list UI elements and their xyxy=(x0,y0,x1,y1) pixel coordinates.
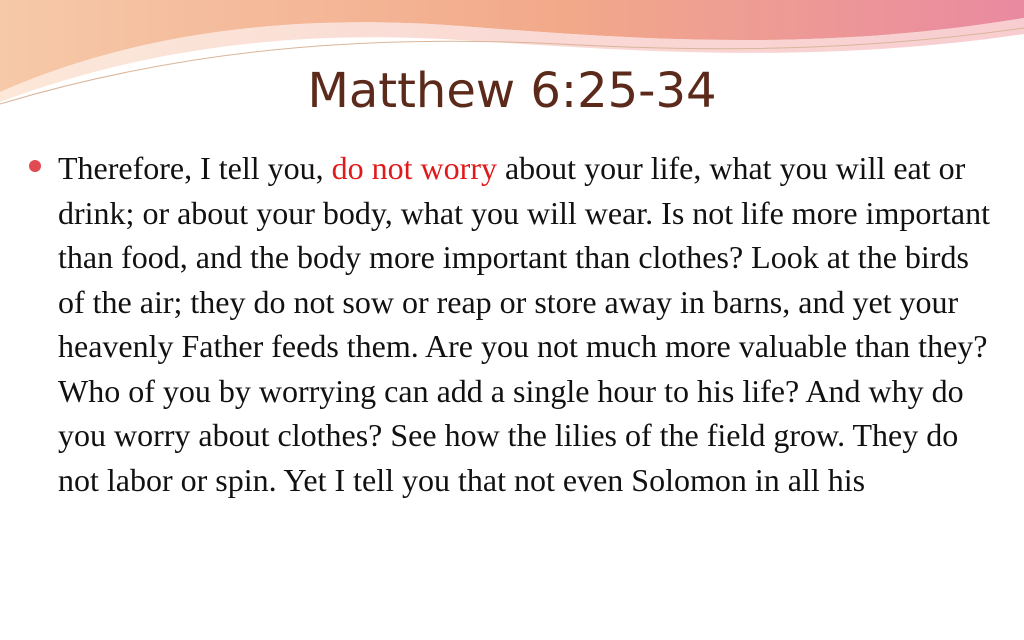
paragraph-text-before: Therefore, I tell you, xyxy=(58,150,332,186)
paragraph-text-after: about your life, what you will eat or drink; or about your body, what you will wear. Is not life more important than food, and the body more important than clothes? Look at the birds of the air; they do not sow or reap or store away in barns, and yet your heavenly Father feeds them. Are you not much more valuable than they? Who of you by worrying can add a single hour to his life? And why do you worry about clothes? See how the lilies of the field grow. They do not labor or spin. Yet I tell you that not even Solomon in all his xyxy=(58,150,990,498)
highlighted-phrase: do not worry xyxy=(331,150,497,186)
scripture-paragraph xyxy=(58,146,998,502)
slide-title: Matthew 6:25-34 xyxy=(307,63,717,119)
bullet-icon xyxy=(29,160,41,172)
